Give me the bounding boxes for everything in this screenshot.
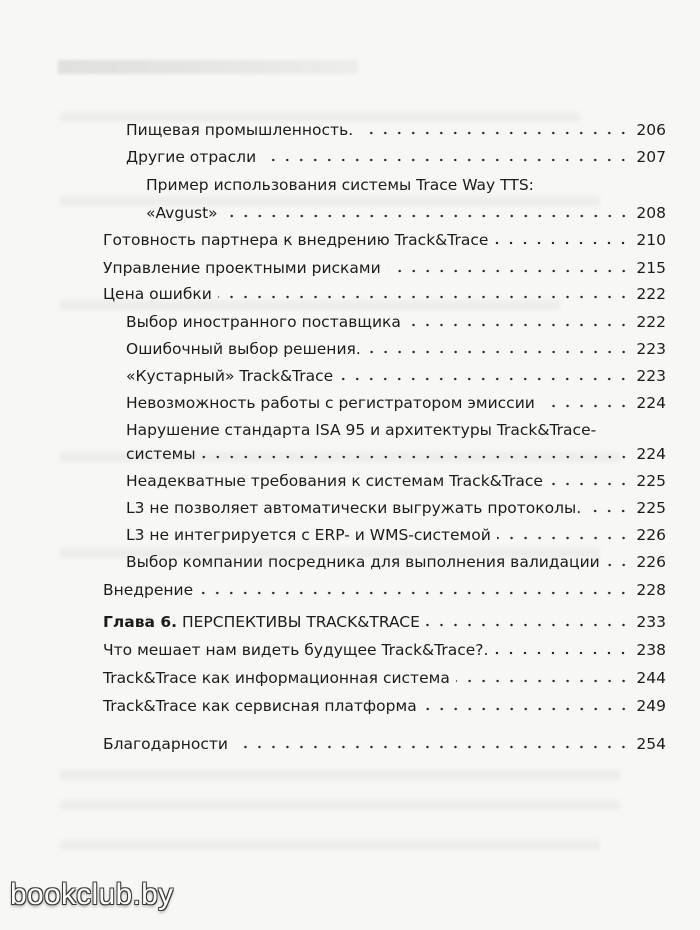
toc-entry-page: 224: [636, 394, 666, 412]
toc-entry: [103, 696, 666, 716]
toc-entry: [126, 366, 666, 386]
toc-entry-title: Невозможность работы с регистратором эмиссии: [126, 394, 535, 412]
toc-entry-page: 226: [636, 526, 666, 544]
toc-entry: [126, 393, 666, 413]
chapter-title: ПЕРСПЕКТИВЫ TRACK&TRACE: [181, 613, 420, 631]
watermark: bookclub.by: [10, 878, 174, 911]
dot-leader: [587, 509, 630, 513]
toc-entry-page: 244: [636, 669, 666, 687]
toc-entry: [103, 668, 666, 688]
dot-leader: [218, 295, 631, 299]
dot-leader: [497, 536, 631, 540]
toc-entry-title: «Avgust»: [146, 204, 218, 222]
toc-entry: [103, 734, 666, 754]
toc-entry: [126, 444, 666, 464]
toc-entry-title: Что мешает нам видеть будущее Track&Trace?.: [103, 641, 489, 659]
toc-entry: [126, 339, 666, 359]
toc-entry-title: Другие отрасли: [126, 148, 257, 166]
dot-leader: [387, 269, 631, 273]
dot-leader: [202, 455, 631, 459]
toc-entry: [103, 258, 666, 278]
toc-entry-title: Внедрение: [103, 581, 194, 599]
toc-chapter-entry: [103, 612, 666, 632]
toc-entry-page: 254: [636, 735, 666, 753]
dot-leader: [339, 377, 630, 381]
dot-leader: [262, 158, 630, 162]
dot-leader: [224, 214, 631, 218]
toc-entry-title: Неадекватные требования к системам Track&Trace: [126, 472, 543, 490]
toc-entry-title: Пример использования системы Trace Way TTS:: [146, 176, 534, 194]
dot-leader: [359, 131, 630, 135]
toc-entry-title: Благодарности: [103, 735, 228, 753]
toc-entry-page: 210: [636, 231, 666, 249]
dot-leader: [606, 563, 631, 567]
toc-entry-page: 208: [636, 204, 666, 222]
dot-leader: [549, 482, 631, 486]
dot-leader: [199, 591, 630, 595]
toc-entry: [103, 580, 666, 600]
toc-entry: [103, 640, 666, 660]
toc-entry-page: 223: [636, 340, 666, 358]
toc-entry: [126, 498, 666, 518]
dot-leader: [456, 679, 631, 683]
toc-entry-page: 249: [636, 697, 666, 715]
toc-entry: [146, 203, 666, 223]
toc-entry: [126, 525, 666, 545]
toc-entry-page: 222: [636, 285, 666, 303]
toc-entry-title: L3 не позволяет автоматически выгружать протоколы.: [126, 499, 582, 517]
toc-entry: [126, 147, 666, 167]
toc-entry-page: 226: [636, 553, 666, 571]
toc-entry-page: 233: [636, 613, 666, 631]
toc-entry-title: Выбор компании посредника для выполнения валидации: [126, 553, 600, 571]
toc-entry-title: Готовность партнера к внедрению Track&Trace: [103, 231, 489, 249]
toc-entry-title: «Кустарный» Track&Trace: [126, 367, 334, 385]
dot-leader: [494, 651, 630, 655]
toc-entry-page: 206: [636, 121, 666, 139]
toc-entry-title: Track&Trace как информационная система: [103, 669, 450, 687]
dot-leader: [426, 623, 630, 627]
toc-entry: [126, 552, 666, 572]
toc-entry-title: Пищевая промышленность.: [126, 121, 354, 139]
toc-entry: [126, 312, 666, 332]
toc-entry-title: [103, 612, 420, 632]
toc-entry-title: L3 не интегрируется с ERP- и WMS-системой: [126, 526, 491, 544]
dot-leader: [234, 745, 630, 749]
toc-entry-page: 238: [636, 641, 666, 659]
toc-entry-title: системы: [126, 445, 196, 463]
toc-entry-page: 225: [636, 472, 666, 490]
dot-leader: [423, 707, 631, 711]
toc-entry-page: 225: [636, 499, 666, 517]
toc-entry-title: Управление проектными рисками: [103, 259, 381, 277]
toc-entry-title: Нарушение стандарта ISA 95 и архитектуры Track&Trace-: [126, 421, 597, 439]
toc-entry-title: Цена ошибки: [103, 285, 212, 303]
toc-entry: [103, 230, 666, 250]
dot-leader: [367, 350, 631, 354]
toc-entry-page: 224: [636, 445, 666, 463]
toc-entry: [126, 120, 666, 140]
toc-entry-title: Выбор иностранного поставщика: [126, 313, 401, 331]
toc-entry-page: 222: [636, 313, 666, 331]
toc-entry-page: 207: [636, 148, 666, 166]
toc-entry-page: 228: [636, 581, 666, 599]
dot-leader: [541, 404, 631, 408]
toc-entry-page: 223: [636, 367, 666, 385]
toc-entry: [126, 471, 666, 491]
toc-entry: [103, 284, 666, 304]
toc-entry-page: 215: [636, 259, 666, 277]
toc-entry-title: Track&Trace как сервисная платформа: [103, 697, 417, 715]
dot-leader: [407, 323, 631, 327]
chapter-label: Глава 6.: [103, 613, 178, 631]
toc-entry-title: Ошибочный выбор решения.: [126, 340, 361, 358]
dot-leader: [494, 241, 630, 245]
